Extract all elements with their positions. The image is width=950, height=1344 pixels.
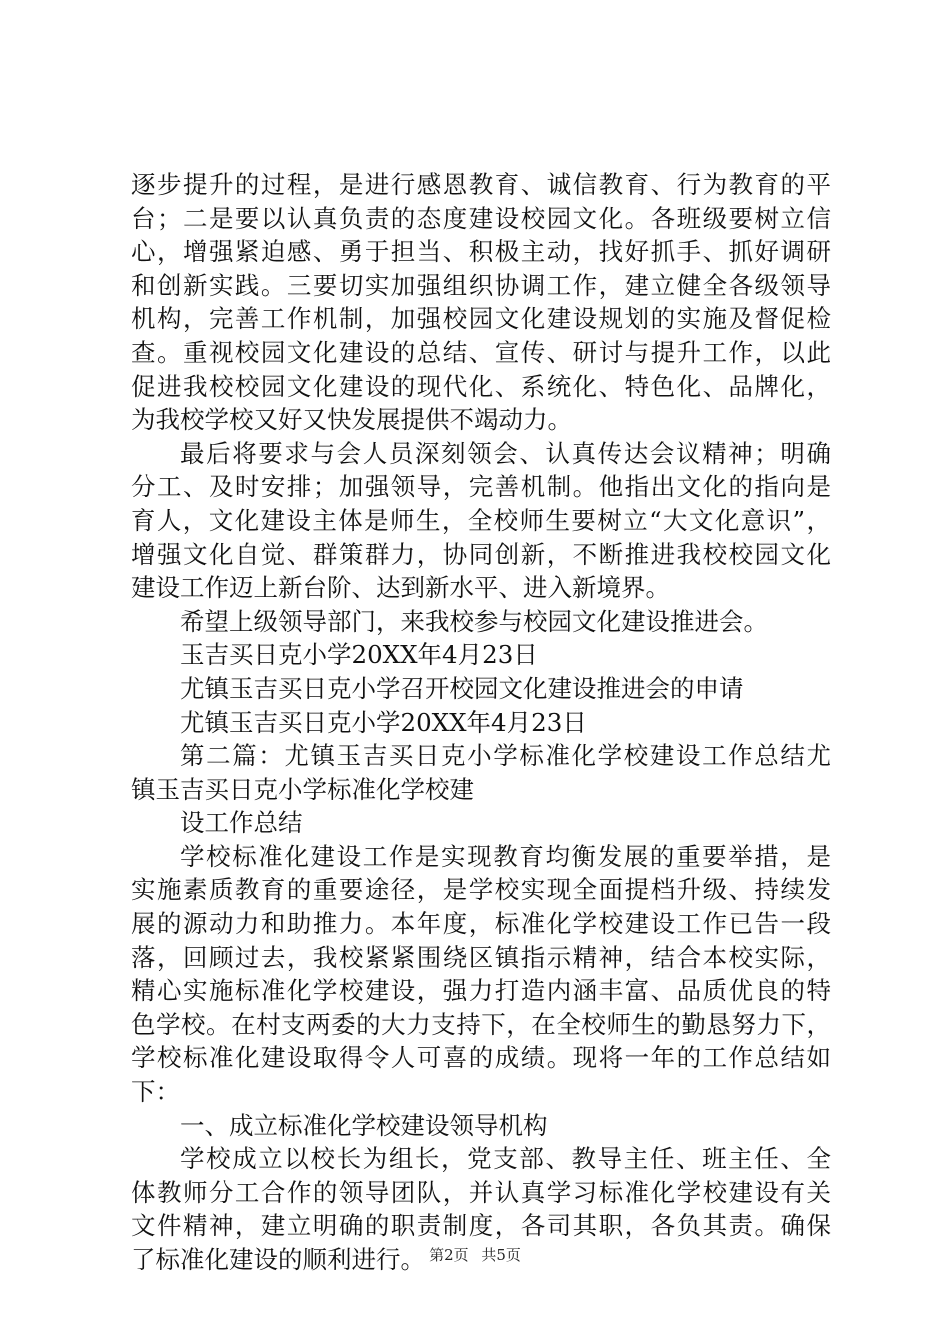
page-number: 第2页 xyxy=(429,1246,469,1264)
text-line: 下： xyxy=(131,1077,180,1107)
text-line: 尤镇玉吉买日克小学20XX年4月23日 xyxy=(180,707,587,737)
text-line: 落，回顾过去，我校紧紧围绕区镇指示精神，结合本校实际， xyxy=(131,942,831,972)
text-line: 台；二是要以认真负责的态度建设校园文化。各班级要树立信 xyxy=(131,203,831,233)
text-line: 第二篇：尤镇玉吉买日克小学标准化学校建设工作总结尤 xyxy=(180,741,831,771)
text-line: 建设工作迈上新台阶、达到新水平、进入新境界。 xyxy=(131,573,670,603)
text-line: 逐步提升的过程，是进行感恩教育、诚信教育、行为教育的平 xyxy=(131,170,831,199)
text-line: 设工作总结 xyxy=(180,808,303,838)
text-line: 文件精神，建立明确的职责制度，各司其职，各负其责。确保 xyxy=(131,1211,831,1241)
text-line: 最后将要求与会人员深刻领会、认真传达会议精神；明确 xyxy=(180,438,831,468)
text-line: 促进我校校园文化建设的现代化、系统化、特色化、品牌化， xyxy=(131,371,831,401)
text-line: 心，增强紧迫感、勇于担当、积极主动，找好抓手、抓好调研 xyxy=(131,237,831,267)
text-line: 查。重视校园文化建设的总结、宣传、研讨与提升工作，以此 xyxy=(131,337,831,367)
text-line: 机构，完善工作机制，加强校园文化建设规划的实施及督促检 xyxy=(131,304,831,334)
text-line: 育人，文化建设主体是师生，全校师生要树立“大文化意识”， xyxy=(131,505,831,535)
text-line: 色学校。在村支两委的大力支持下，在全校师生的勤恳努力下， xyxy=(131,1009,831,1039)
text-line: 学校成立以校长为组长，党支部、教导主任、班主任、全 xyxy=(180,1144,831,1174)
text-line: 精心实施标准化学校建设，强力打造内涵丰富、品质优良的特 xyxy=(131,976,831,1006)
text-line: 实施素质教育的重要途径，是学校实现全面提档升级、持续发 xyxy=(131,875,831,905)
text-line: 镇玉吉买日克小学标准化学校建 xyxy=(131,774,474,804)
page-footer xyxy=(0,1244,950,1265)
text-line: 展的源动力和助推力。本年度，标准化学校建设工作已告一段 xyxy=(131,909,831,939)
text-line: 了标准化建设的顺利进行。 xyxy=(131,1245,425,1274)
text-line: 体教师分工合作的领导团队，并认真学习标准化学校建设有关 xyxy=(131,1177,831,1207)
document-body xyxy=(131,168,831,1277)
text-line: 希望上级领导部门，来我校参与校园文化建设推进会。 xyxy=(180,606,768,636)
text-line: 玉吉买日克小学20XX年4月23日 xyxy=(180,640,538,670)
text-line: 增强文化自觉、群策群力，协同创新，不断推进我校校园文化 xyxy=(131,539,831,569)
text-line: 尤镇玉吉买日克小学召开校园文化建设推进会的申请 xyxy=(180,673,744,703)
text-line: 和创新实践。三要切实加强组织协调工作，建立健全各级领导 xyxy=(131,270,831,300)
text-line: 一、成立标准化学校建设领导机构 xyxy=(180,1110,548,1140)
text-line: 学校标准化建设取得令人可喜的成绩。现将一年的工作总结如 xyxy=(131,1043,831,1073)
page-total: 共5页 xyxy=(481,1246,521,1264)
text-line: 为我校学校又好又快发展提供不竭动力。 xyxy=(131,405,572,435)
text-line: 分工、及时安排；加强领导，完善机制。他指出文化的指向是 xyxy=(131,472,831,502)
text-line: 学校标准化建设工作是实现教育均衡发展的重要举措，是 xyxy=(180,841,831,871)
